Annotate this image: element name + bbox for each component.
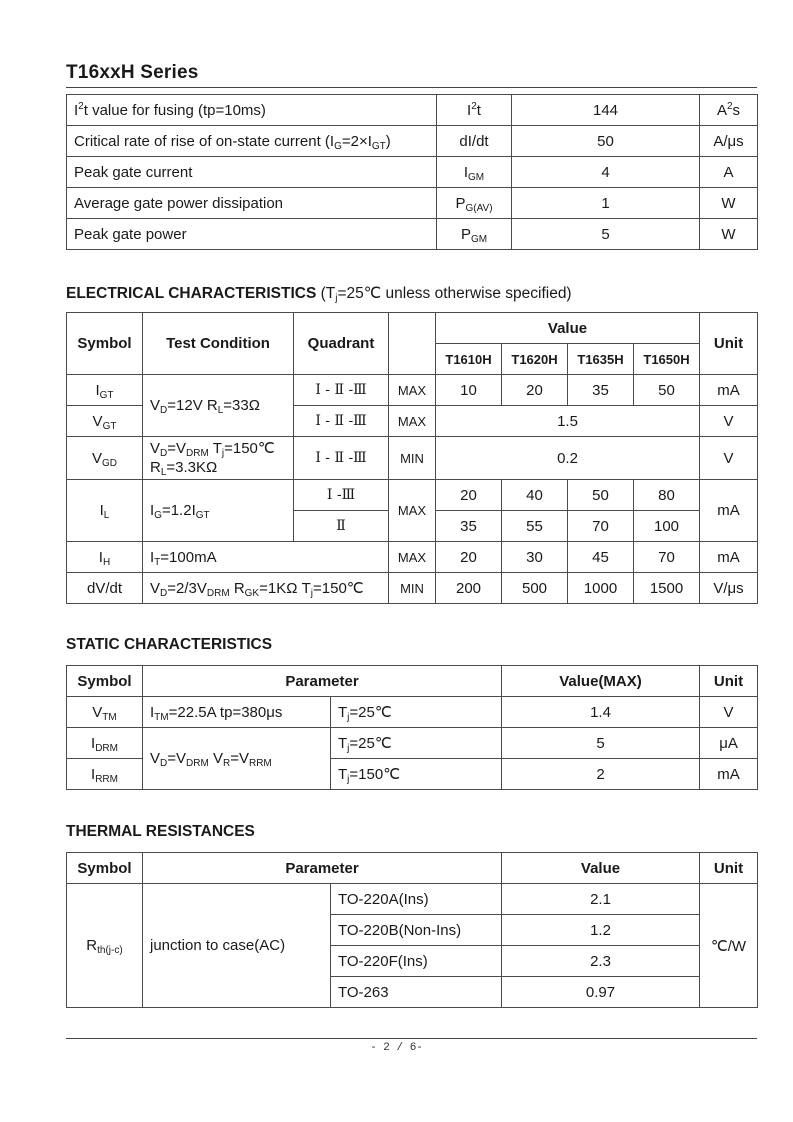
value-cell: 45 bbox=[568, 542, 634, 573]
thermal-heading: THERMAL RESISTANCES bbox=[66, 823, 255, 840]
value-cell: 20 bbox=[502, 375, 568, 406]
symbol-cell: dV/dt bbox=[67, 573, 143, 604]
page-number: - 2 / 6- bbox=[370, 1042, 423, 1054]
table-header-row bbox=[67, 853, 758, 884]
unit-cell: mA bbox=[700, 542, 758, 573]
quadrant-cell: Ⅰ - Ⅱ -Ⅲ bbox=[294, 437, 389, 480]
table-row bbox=[67, 437, 758, 480]
value-cell: 70 bbox=[568, 511, 634, 542]
value-cell: 20 bbox=[436, 542, 502, 573]
limit-cell: MAX bbox=[389, 406, 436, 437]
value-cell: 50 bbox=[512, 126, 700, 157]
param-cell: Peak gate power bbox=[67, 219, 437, 250]
package-cell: TO-263 bbox=[331, 977, 502, 1008]
thermal-table bbox=[66, 852, 758, 1008]
header-value: Value bbox=[436, 313, 700, 344]
unit-cell: V/μs bbox=[700, 573, 758, 604]
table-row bbox=[67, 95, 758, 126]
unit-cell: V bbox=[700, 406, 758, 437]
table-row bbox=[67, 728, 758, 759]
value-cell: 1.2 bbox=[502, 915, 700, 946]
limit-cell: MAX bbox=[389, 542, 436, 573]
table-row bbox=[67, 157, 758, 188]
symbol-cell: $R_{th(j-c)}$ bbox=[67, 884, 143, 1008]
table-row bbox=[67, 188, 758, 219]
value-cell: 35 bbox=[568, 375, 634, 406]
temperature-cell: $T_j=25℃$ bbox=[331, 728, 502, 759]
condition-cell: $V_D=2/3V_{DRM}$ $R_{GK}=1K\Omega$ $T_j=150℃$ bbox=[143, 573, 389, 604]
footer-divider bbox=[66, 1038, 757, 1039]
header-part: T1635H bbox=[568, 344, 634, 375]
limit-cell: MAX bbox=[389, 480, 436, 542]
symbol-cell: $I^2t$ bbox=[437, 95, 512, 126]
header-value: Value bbox=[502, 853, 700, 884]
parameter-cell: junction to case(AC) bbox=[143, 884, 331, 1008]
value-cell: 0.97 bbox=[502, 977, 700, 1008]
condition-cell: $V_D=V_{DRM}$ $V_R=V_{RRM}$ bbox=[143, 728, 331, 790]
table-row bbox=[67, 573, 758, 604]
temperature-cell: $T_j=150℃$ bbox=[331, 759, 502, 790]
value-cell: 1.5 bbox=[436, 406, 700, 437]
table-header-row bbox=[67, 313, 758, 344]
table-row bbox=[67, 542, 758, 573]
condition-cell: $I_T=100mA$ bbox=[143, 542, 389, 573]
table-header-row bbox=[67, 666, 758, 697]
header-unit: Unit bbox=[700, 313, 758, 375]
symbol-cell: $I_{DRM}$ bbox=[67, 728, 143, 759]
value-cell: 10 bbox=[436, 375, 502, 406]
param-cell: Critical rate of rise of on-state current $(I_G=2\times I_{GT})$ bbox=[67, 126, 437, 157]
unit-cell: W bbox=[700, 219, 758, 250]
symbol-cell: $I_H$ bbox=[67, 542, 143, 573]
quadrant-cell: Ⅰ -Ⅲ bbox=[294, 480, 389, 511]
unit-cell: μA bbox=[700, 728, 758, 759]
unit-cell: A/μs bbox=[700, 126, 758, 157]
value-cell: 2.3 bbox=[502, 946, 700, 977]
header-unit: Unit bbox=[700, 666, 758, 697]
param-cell: Average gate power dissipation bbox=[67, 188, 437, 219]
header-value: Value(MAX) bbox=[502, 666, 700, 697]
header-parameter: Parameter bbox=[143, 666, 502, 697]
value-cell: 1.4 bbox=[502, 697, 700, 728]
symbol-cell: $P_{G(AV)}$ bbox=[437, 188, 512, 219]
value-cell: 2.1 bbox=[502, 884, 700, 915]
temperature-cell: $T_j=25℃$ bbox=[331, 697, 502, 728]
package-cell: TO-220A(Ins) bbox=[331, 884, 502, 915]
quadrant-cell: Ⅰ - Ⅱ -Ⅲ bbox=[294, 406, 389, 437]
value-cell: 4 bbox=[512, 157, 700, 188]
value-cell: 55 bbox=[502, 511, 568, 542]
limit-cell: MIN bbox=[389, 573, 436, 604]
value-cell: 70 bbox=[634, 542, 700, 573]
unit-cell: V bbox=[700, 697, 758, 728]
quadrant-cell: Ⅱ bbox=[294, 511, 389, 542]
param-cell: $I^2t$ value for fusing (tp=10ms) bbox=[67, 95, 437, 126]
value-cell: 50 bbox=[568, 480, 634, 511]
value-cell: 144 bbox=[512, 95, 700, 126]
header-parameter: Parameter bbox=[143, 853, 502, 884]
table-row bbox=[67, 219, 758, 250]
value-cell: 5 bbox=[502, 728, 700, 759]
package-cell: TO-220B(Non-Ins) bbox=[331, 915, 502, 946]
unit-cell: W bbox=[700, 188, 758, 219]
header-symbol: Symbol bbox=[67, 853, 143, 884]
package-cell: TO-220F(Ins) bbox=[331, 946, 502, 977]
table-row bbox=[67, 884, 758, 915]
limit-cell: MIN bbox=[389, 437, 436, 480]
value-cell: 1500 bbox=[634, 573, 700, 604]
value-cell: 5 bbox=[512, 219, 700, 250]
static-heading: STATIC CHARACTERISTICS bbox=[66, 636, 273, 653]
unit-cell: mA bbox=[700, 759, 758, 790]
value-cell: 2 bbox=[502, 759, 700, 790]
header-part: T1650H bbox=[634, 344, 700, 375]
quadrant-cell: Ⅰ - Ⅱ -Ⅲ bbox=[294, 375, 389, 406]
value-cell: 35 bbox=[436, 511, 502, 542]
symbol-cell: $V_{GD}$ bbox=[67, 437, 143, 480]
header-unit: Unit bbox=[700, 853, 758, 884]
limit-cell: MAX bbox=[389, 375, 436, 406]
unit-cell: ℃/W bbox=[700, 884, 758, 1008]
table-row bbox=[67, 697, 758, 728]
value-cell: 30 bbox=[502, 542, 568, 573]
symbol-cell: $I_{GM}$ bbox=[437, 157, 512, 188]
value-cell: 100 bbox=[634, 511, 700, 542]
condition-cell: $V_D=12V$ $R_L=33\Omega$ bbox=[143, 375, 294, 437]
symbol-cell: dI/dt bbox=[437, 126, 512, 157]
table-row bbox=[67, 480, 758, 511]
value-cell: 40 bbox=[502, 480, 568, 511]
electrical-heading bbox=[66, 284, 572, 303]
electrical-heading-text: ELECTRICAL CHARACTERISTICS bbox=[66, 285, 317, 302]
value-cell: 500 bbox=[502, 573, 568, 604]
header-symbol: Symbol bbox=[67, 666, 143, 697]
header-test-condition: Test Condition bbox=[143, 313, 294, 375]
electrical-table bbox=[66, 312, 758, 604]
value-cell: 0.2 bbox=[436, 437, 700, 480]
symbol-cell: $I_{RRM}$ bbox=[67, 759, 143, 790]
param-cell: Peak gate current bbox=[67, 157, 437, 188]
value-cell: 80 bbox=[634, 480, 700, 511]
value-cell: 20 bbox=[436, 480, 502, 511]
header-symbol: Symbol bbox=[67, 313, 143, 375]
value-cell: 50 bbox=[634, 375, 700, 406]
symbol-cell: $I_L$ bbox=[67, 480, 143, 542]
unit-cell: mA bbox=[700, 480, 758, 542]
condition-cell: $I_G=1.2I_{GT}$ bbox=[143, 480, 294, 542]
unit-cell: $A^2s$ bbox=[700, 95, 758, 126]
symbol-cell: $I_{GT}$ bbox=[67, 375, 143, 406]
header-quadrant: Quadrant bbox=[294, 313, 389, 375]
header-blank bbox=[389, 313, 436, 375]
unit-cell: A bbox=[700, 157, 758, 188]
symbol-cell: $P_{GM}$ bbox=[437, 219, 512, 250]
table-row bbox=[67, 126, 758, 157]
header-part: T1620H bbox=[502, 344, 568, 375]
condition-cell: $V_D=V_{DRM}$ $T_j=150℃$ $R_L=3.3K\Omega$ bbox=[143, 437, 294, 480]
table-row bbox=[67, 375, 758, 406]
value-cell: 1 bbox=[512, 188, 700, 219]
ratings-table bbox=[66, 94, 758, 250]
header-part: T1610H bbox=[436, 344, 502, 375]
value-cell: 1000 bbox=[568, 573, 634, 604]
unit-cell: V bbox=[700, 437, 758, 480]
unit-cell: mA bbox=[700, 375, 758, 406]
page-title: T16xxH Series bbox=[66, 62, 199, 83]
title-divider bbox=[66, 87, 757, 88]
symbol-cell: $V_{TM}$ bbox=[67, 697, 143, 728]
static-table bbox=[66, 665, 758, 790]
value-cell: 200 bbox=[436, 573, 502, 604]
electrical-spec-note: ($T_j=25℃$ unless otherwise specified) bbox=[320, 285, 572, 304]
symbol-cell: $V_{GT}$ bbox=[67, 406, 143, 437]
condition-cell: $I_{TM}=22.5A$ tp=380μs bbox=[143, 697, 331, 728]
